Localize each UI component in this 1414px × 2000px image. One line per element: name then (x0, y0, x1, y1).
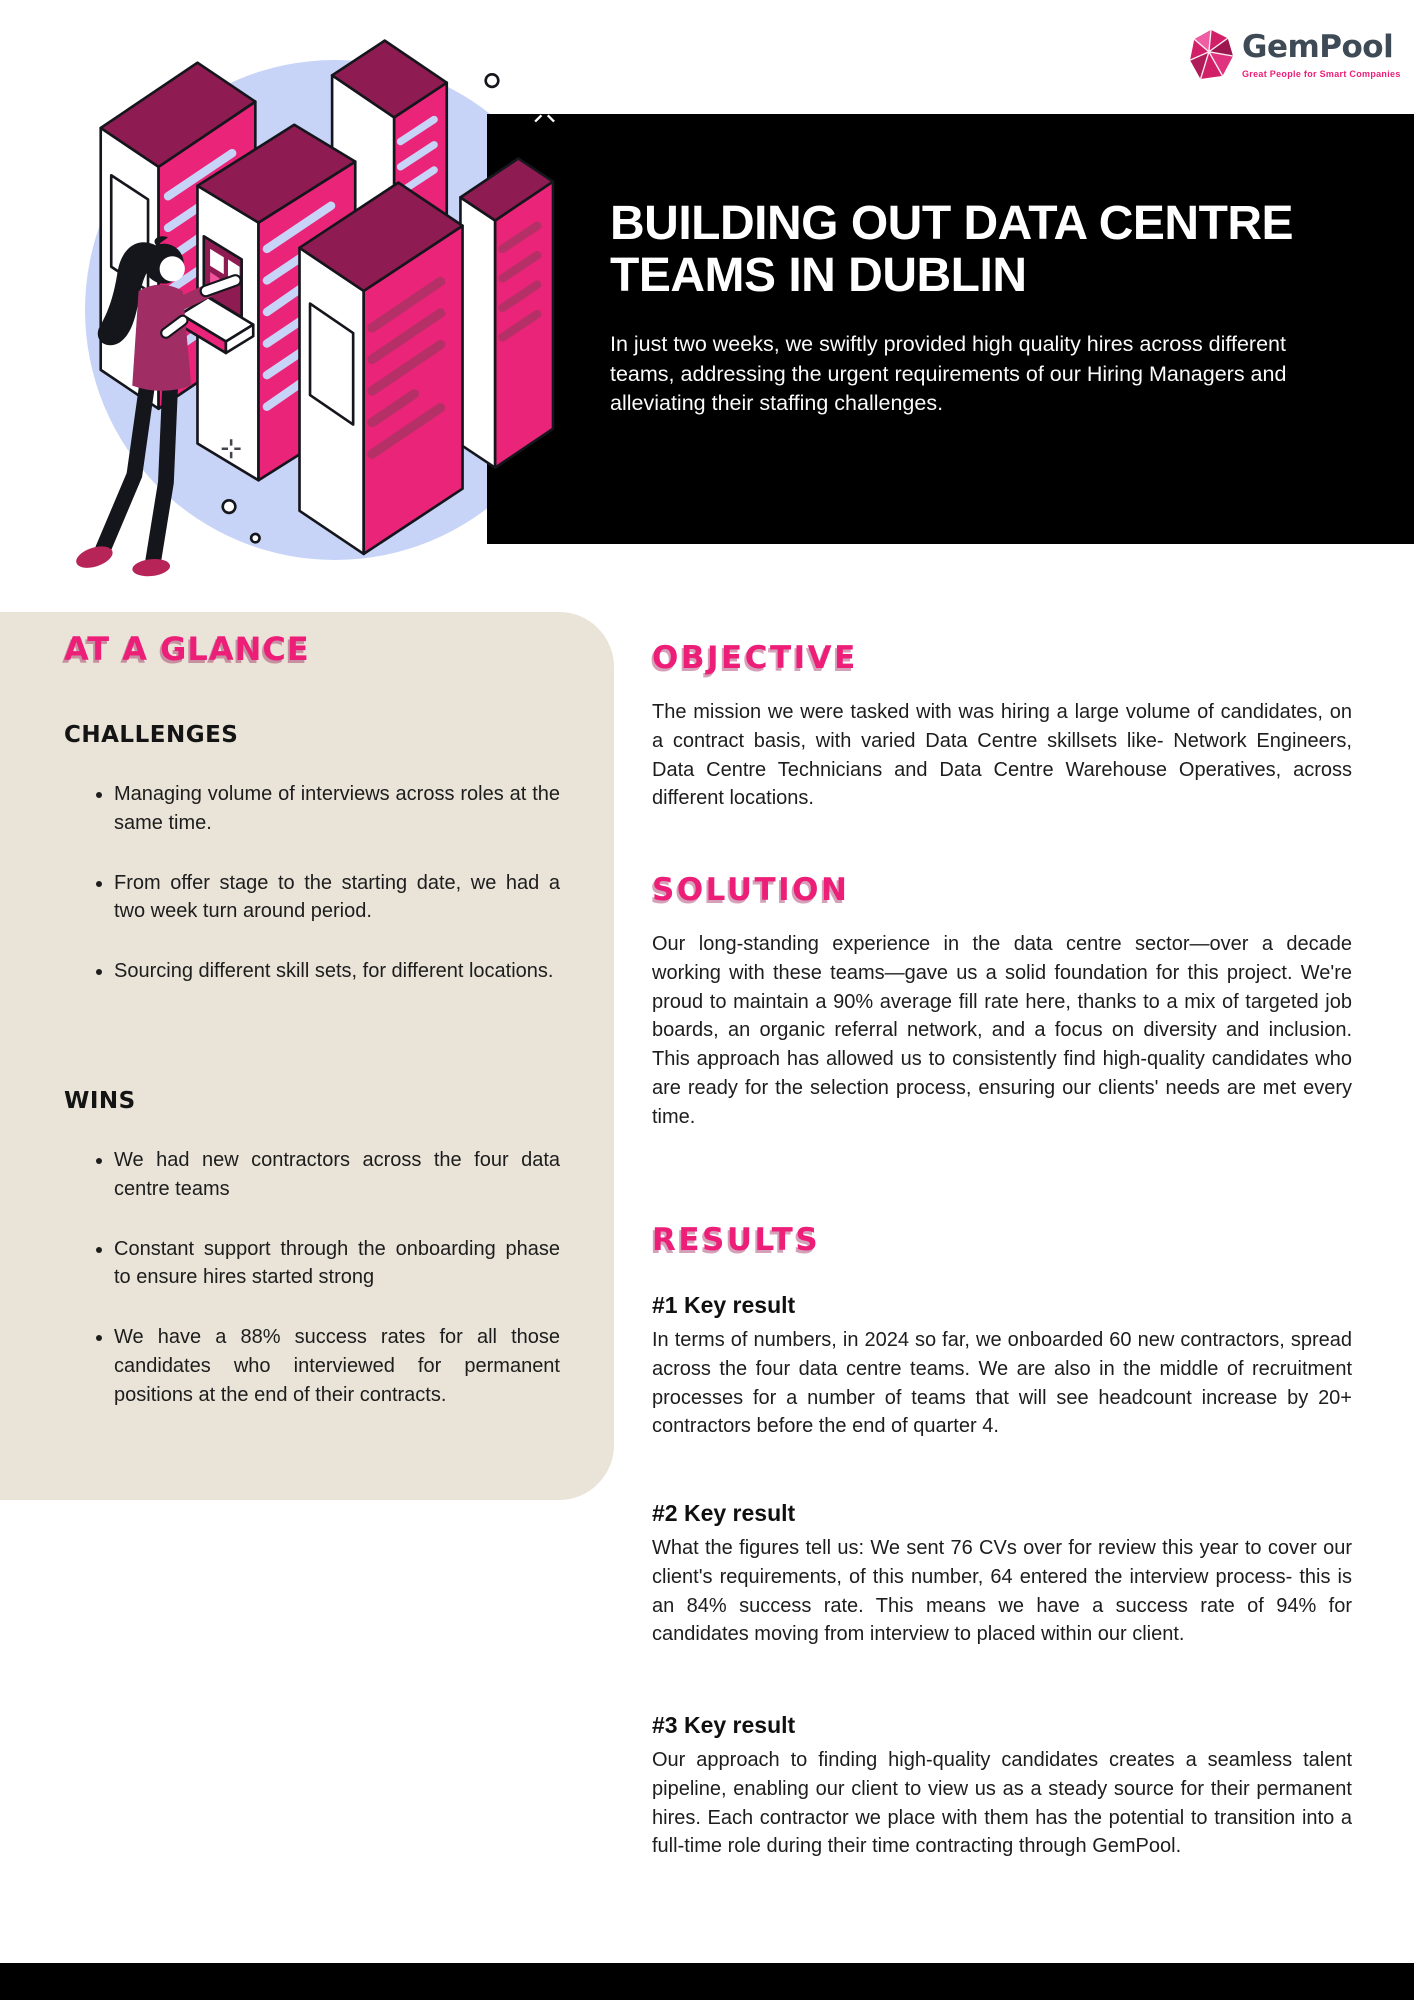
wins-list (86, 1146, 560, 1441)
key-result-1-body: In terms of numbers, in 2024 so far, we onboarded 60 new contractors, spread across the four data centre teams. We are also in the middle of recruitment processes for a number of teams that will see headcount increase by 20+ contractors before the end of quarter 4. (652, 1329, 1352, 1438)
list-item: • Sourcing different skill sets, for different locations. (114, 957, 560, 986)
key-result-3-body: Our approach to finding high-quality candidates creates a seamless talent pipeline, enabling our client to view us as a steady source for their permanent hires. Each contractor we place with them has the potential to transition into a full-time role during their time contracting through GemPool. (652, 1749, 1352, 1858)
gempool-logo (1188, 28, 1401, 84)
solution-title: SOLUTION (652, 872, 850, 908)
hero-title-line2: TEAMS IN DUBLIN (610, 249, 1027, 302)
list-item: • We had new contractors across the four data centre teams (114, 1146, 560, 1204)
shoe (131, 557, 170, 578)
list-item: • From offer stage to the starting date, we had a two week turn around period. (114, 869, 560, 927)
key-result-3-heading: #3 Key result (652, 1712, 796, 1738)
hero-title-line1: BUILDING OUT DATA CENTRE (610, 197, 1294, 250)
at-a-glance-title: AT A GLANCE (64, 630, 310, 668)
list-item: • Managing volume of interviews across roles at the same time. (114, 780, 560, 838)
logo-name: GemPool (1242, 29, 1394, 65)
footer-bar (0, 1963, 1414, 2000)
list-item: • Constant support through the onboarding phase to ensure hires started strong (114, 1235, 560, 1293)
key-result-2-heading: #2 Key result (652, 1500, 796, 1526)
left-leg (103, 386, 147, 550)
hero-description: In just two weeks, we swiftly provided high quality hires across different teams, addressing the urgent requirements of our Hiring Managers and alleviating their staffing challenges. (610, 332, 1287, 416)
hero-title (610, 198, 1390, 302)
challenges-list (86, 780, 560, 1017)
challenges-title: CHALLENGES (64, 722, 239, 748)
logo-tagline: Great People for Smart Companies (1242, 68, 1401, 79)
data-centre-illustration (50, 28, 650, 596)
server-cabinet-front-right (300, 183, 463, 554)
wins-title: WINS (64, 1088, 136, 1114)
key-result-1-heading: #1 Key result (652, 1292, 796, 1318)
results-title: RESULTS (652, 1222, 821, 1258)
solution-body: Our long-standing experience in the data centre sector—over a decade working with these teams—gave us a solid foundation for this project. We're proud to maintain a 90% average fill rate here, thanks to a mix of targeted job boards, an organic referral network, and a focus on diversity and inclusion. This approach has allowed us to consistently find high-quality candidates who are ready for the selection process, ensuring our clients' needs are met every time. (652, 933, 1352, 1128)
right-leg (153, 386, 170, 561)
logo-text (1242, 28, 1401, 79)
key-result-2-body: What the figures tell us: We sent 76 CVs over for review this year to cover our client's requirements, of this number, 64 entered the interview process- this is an 84% success rate. This means we have a success rate of 94% for candidates moving from interview to placed within our client. (652, 1537, 1352, 1646)
objective-body: The mission we were tasked with was hiring a large volume of candidates, on a contract basis, with varied Data Centre skillsets like- Network Engineers, Data Centre Technicians and Data Centre Warehouse Operatives, across different locations. (652, 701, 1352, 810)
objective-title: OBJECTIVE (652, 640, 858, 676)
list-item: • We have a 88% success rates for all those candidates who interviewed for permanent positions at the end of their contracts. (114, 1323, 560, 1409)
face (160, 256, 185, 281)
gem-icon (1188, 28, 1234, 84)
